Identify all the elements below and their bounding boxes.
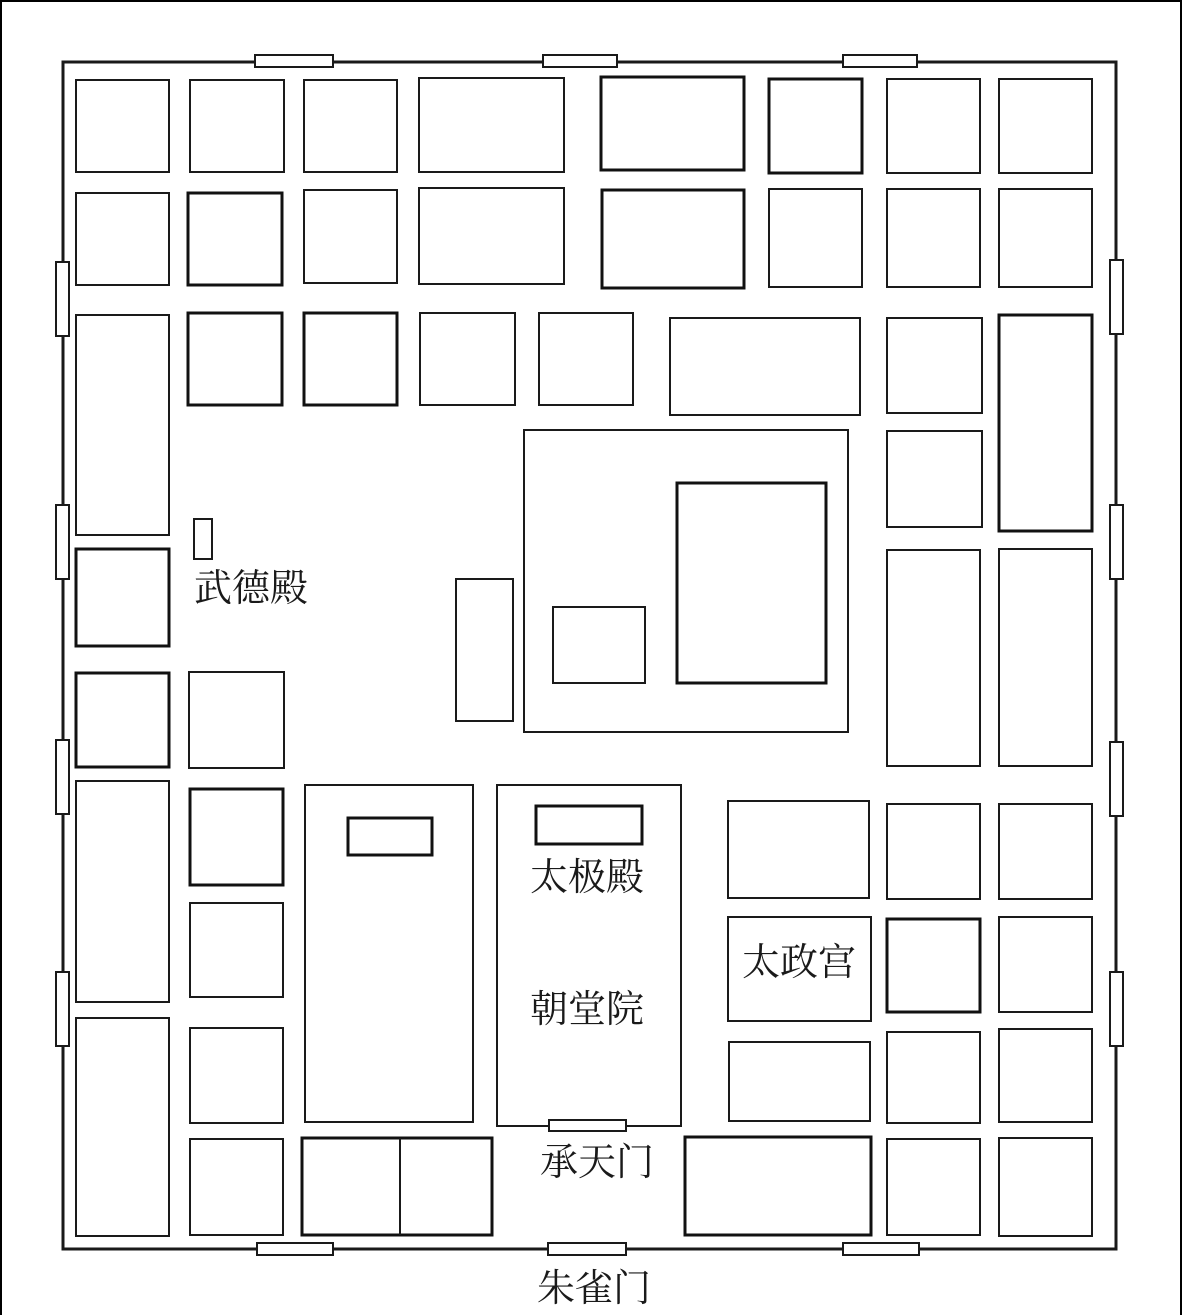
label-taiji-hall: 太极殿 (530, 855, 645, 899)
gate-east-3[interactable] (1110, 742, 1123, 816)
block (304, 313, 397, 405)
block (999, 79, 1092, 173)
block (601, 77, 744, 170)
block (999, 804, 1092, 899)
taiji-hall-building[interactable] (536, 806, 642, 844)
block (729, 1042, 870, 1121)
block (76, 1018, 169, 1236)
block (304, 80, 397, 172)
block (188, 313, 282, 405)
block (685, 1137, 871, 1235)
block (887, 189, 980, 287)
block (190, 1139, 283, 1235)
central-compound (524, 430, 848, 732)
block (76, 193, 169, 285)
block (887, 318, 982, 413)
block (999, 189, 1092, 287)
block (999, 549, 1092, 766)
block (999, 1029, 1092, 1122)
block (304, 190, 397, 283)
west-narrow-building (456, 579, 513, 721)
blocks-row-1 (76, 77, 1092, 173)
block (670, 318, 860, 415)
blocks-south-west (302, 1138, 492, 1235)
label-zhuque-gate: 朱雀门 (537, 1266, 652, 1310)
block (420, 313, 515, 405)
blocks-east-lower (685, 801, 1092, 1236)
block (999, 1138, 1092, 1236)
block (76, 315, 169, 535)
block (769, 189, 862, 287)
block (419, 78, 564, 172)
gate-north-center[interactable] (543, 55, 617, 67)
label-chengtian-gate: 承天门 (540, 1140, 655, 1184)
gate-east-2[interactable] (1110, 505, 1123, 579)
block (887, 919, 980, 1012)
block (76, 673, 169, 767)
block (887, 804, 980, 899)
blocks-row-2 (76, 188, 1092, 288)
block (188, 193, 282, 285)
label-taizheng-palace: 太政宫 (742, 940, 857, 984)
gate-east-1[interactable] (1110, 260, 1123, 334)
gate-south-west[interactable] (257, 1243, 333, 1255)
label-wude-hall: 武德殿 (194, 566, 309, 610)
block (887, 550, 980, 766)
gate-zhuque[interactable] (548, 1243, 626, 1255)
block (887, 79, 980, 173)
block (728, 801, 869, 898)
block (190, 80, 284, 172)
gate-north-west[interactable] (255, 55, 333, 67)
inner-palace-large-hall[interactable] (677, 483, 826, 683)
gate-south-east[interactable] (843, 1243, 919, 1255)
block (999, 315, 1092, 531)
block (302, 1138, 492, 1235)
block (539, 313, 633, 405)
gate-west-2[interactable] (56, 505, 69, 579)
gate-north-east[interactable] (843, 55, 917, 67)
chaotang-compound (497, 785, 681, 1131)
gate-west-4[interactable] (56, 972, 69, 1046)
label-chaotang-yuan: 朝堂院 (530, 987, 645, 1031)
block (887, 1032, 980, 1123)
gate-east-4[interactable] (1110, 972, 1123, 1046)
block (189, 672, 284, 768)
block (769, 79, 862, 173)
west-compound (305, 785, 473, 1122)
west-compound-hall (348, 818, 432, 855)
block (419, 188, 564, 284)
inner-palace-small-hall[interactable] (553, 607, 645, 683)
wude-hall-building[interactable] (194, 519, 212, 559)
block (76, 781, 169, 1002)
chengtian-gate[interactable] (549, 1120, 626, 1131)
block (76, 80, 169, 172)
block (76, 549, 169, 646)
block (190, 789, 283, 885)
block (887, 1139, 980, 1235)
gate-west-1[interactable] (56, 262, 69, 336)
block (999, 917, 1092, 1012)
block (190, 903, 283, 997)
block (190, 1028, 283, 1123)
gate-west-3[interactable] (56, 740, 69, 814)
block (602, 190, 744, 288)
blocks-west-middle (76, 549, 284, 1236)
block (887, 431, 982, 527)
